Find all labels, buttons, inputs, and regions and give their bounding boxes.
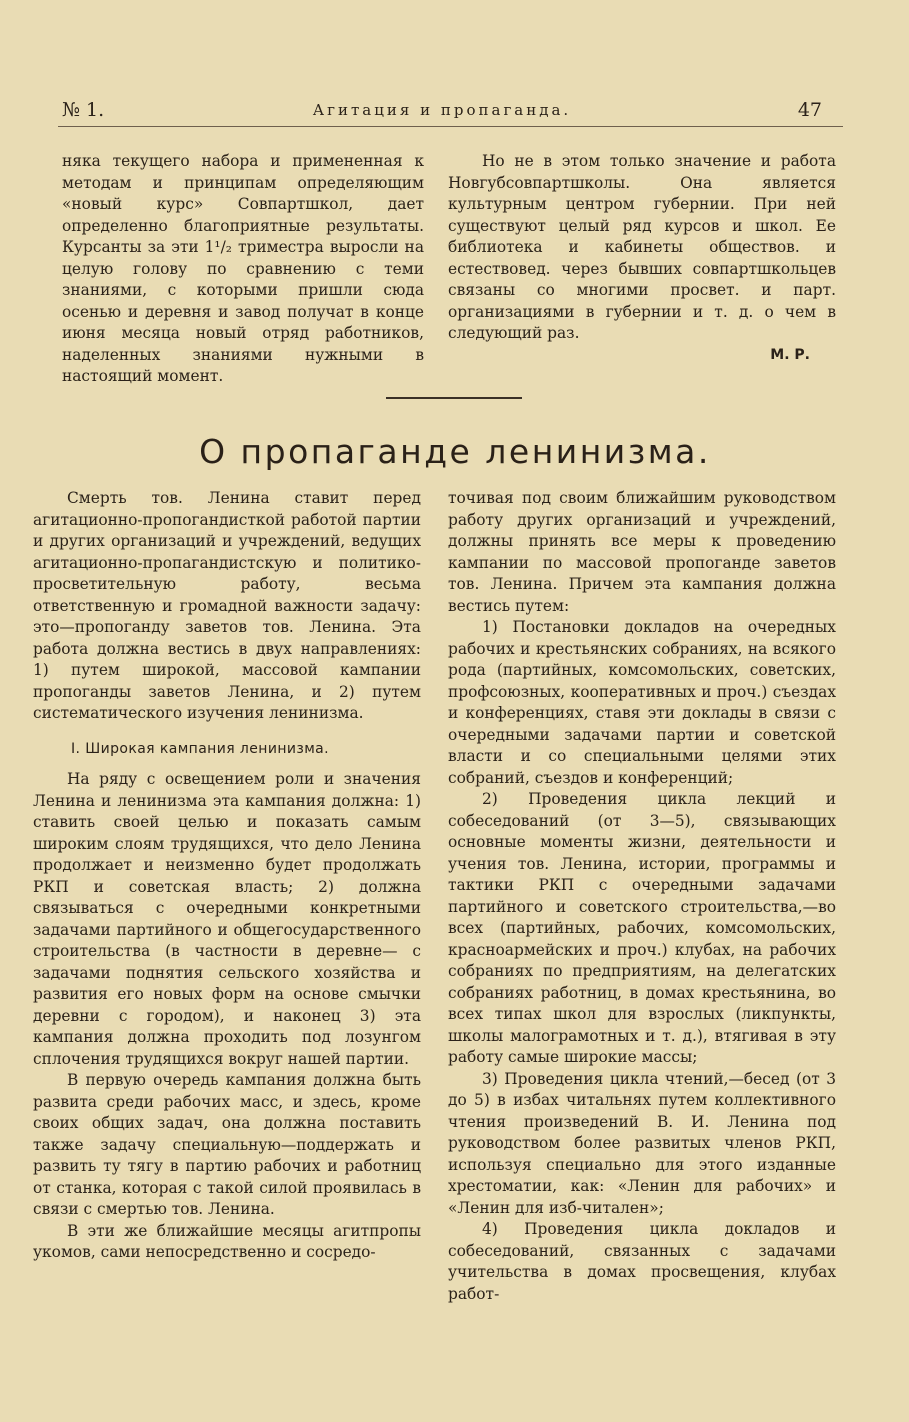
article-divider (386, 397, 522, 399)
running-header (62, 97, 822, 123)
previous-article-paragraph: няка текущего набора и примененная к методам и принципам определяющим «новый курс» Совпартшкол, дает определенно благоприятные результаты. Курсанты за эти 1¹/₂ триместра выросли на целую голову по сравнению с теми знаниями, с которыми пришли сюда осенью и деревня и завод получат в конце июня месяца новый отряд работников, наделенных знаниями нужными в настоящий момент. (62, 152, 424, 385)
list-item: 3) Проведения цикла чтений,—бесед (от 3 до 5) в избах читальнях путем коллективного чтения произведений В. И. Ленина под руководством более развитых членов РКП, используя специально для этого изданные хрестоматии, как: «Ленин для рабочих» и «Ленин для изб-читален»; (448, 1069, 836, 1217)
list-item: 2) Проведения цикла лекций и собеседований (от 3—5), связывающих основные моменты жизни, деятельности и учения тов. Ленина, истории, программы и тактики РКП с очередными задачами партийного и советского строительства,—во всех (партийных, рабочих, комсомольских, красноармейских и проч.) клубах, на рабочих собраниях по предприятиям, на делегатских собраниях работниц, в домах крестьянина, во всех типах школ для взрослых (ликпункты, школы малограмотных и т. д.), втягивая в эту работу самые широкие массы; (448, 790, 836, 1066)
list-item: 1) Постановки докладов на очередных рабочих и крестьянских собраниях, на всякого рода (партийных, комсомольских, советских, профсоюзных, кооперативных и проч.) съездах и конференциях, ставя эти доклады в связи с очередными задачами партии и советской власти и со специальными целями этих собраний, съездов и конференций; (448, 618, 836, 787)
previous-article-right-column (448, 151, 836, 366)
running-title: Агитация и пропаганда. (312, 101, 572, 119)
issue-number: № 1. (62, 99, 105, 121)
article-left-column (33, 488, 421, 1264)
body-paragraph: На ряду с освещением роли и значения Ленина и ленинизма эта кампания должна: 1) ставить своей целью и показать самым широким слоям трудящихся, что дело Ленина продолжает и неизменно будет продолжать РКП и советская власть; 2) должна связываться с очередными конкретными задачами партийного и общегосударственного строительства (в частности в деревне— с задачами поднятия сельского хозяйства и развития его новых форм на основе смычки деревни с городом), и наконец 3) эта кампания должна проходить под лозунгом сплочения трудящихся вокруг нашей партии. (33, 770, 421, 1068)
continued-paragraph: точивая под своим ближайшим руководством работу других организаций и учреждений, должны принять все меры к проведению кампании по массовой пропоганде заветов тов. Ленина. Причем эта кампания должна вестись путем: (448, 489, 836, 615)
page-number: 47 (797, 99, 822, 121)
previous-article-paragraph: Но не в этом только значение и работа Новгубсовпартшколы. Она является культурным центром губернии. При ней существуют целый ряд курсов и школ. Ее библиотека и кабинеты обществов. и естествовед. через бывших совпартшкольцев связаны со многими просвет. и парт. организациями в губернии и т. д. о чем в следующий раз. (448, 152, 836, 342)
section-heading: I. Широкая кампания ленинизма. (71, 740, 330, 757)
intro-paragraph: Смерть тов. Ленина ставит перед агитационно-пропогандисткой работой партии и других организаций и учреждений, ведущих агитационно-пропагандистскую и политико-просветительную работу, весьма ответственную и громадной важности задачу: это—пропоганду заветов тов. Ленина. Эта работа должна вестись в двух направлениях: 1) путем широкой, массовой кампании пропоганды заветов Ленина, и 2) путем систематического изучения ленинизма. (33, 489, 421, 722)
body-paragraph: В эти же ближайшие месяцы агитпропы укомов, сами непосредственно и сосредо- (33, 1221, 421, 1261)
article-title: О пропаганде ленинизма. (199, 432, 711, 471)
previous-article-left-column (62, 151, 424, 388)
article-right-column (448, 488, 836, 1305)
author-signature: М. Р. (770, 346, 810, 363)
body-paragraph: В первую очередь кампания должна быть развита среди рабочих масс, и здесь, кроме своих общих задач, она должна поставить также задачу специальную—поддержать и развить ту тягу в партию рабочих и работниц от станка, которая с такой силой проявилась в связи с смертью тов. Ленина. (33, 1071, 421, 1218)
list-item: 4) Проведения цикла докладов и собеседований, связанных с задачами учительства в домах просвещения, клубах работ- (448, 1220, 836, 1303)
header-rule (58, 126, 843, 127)
